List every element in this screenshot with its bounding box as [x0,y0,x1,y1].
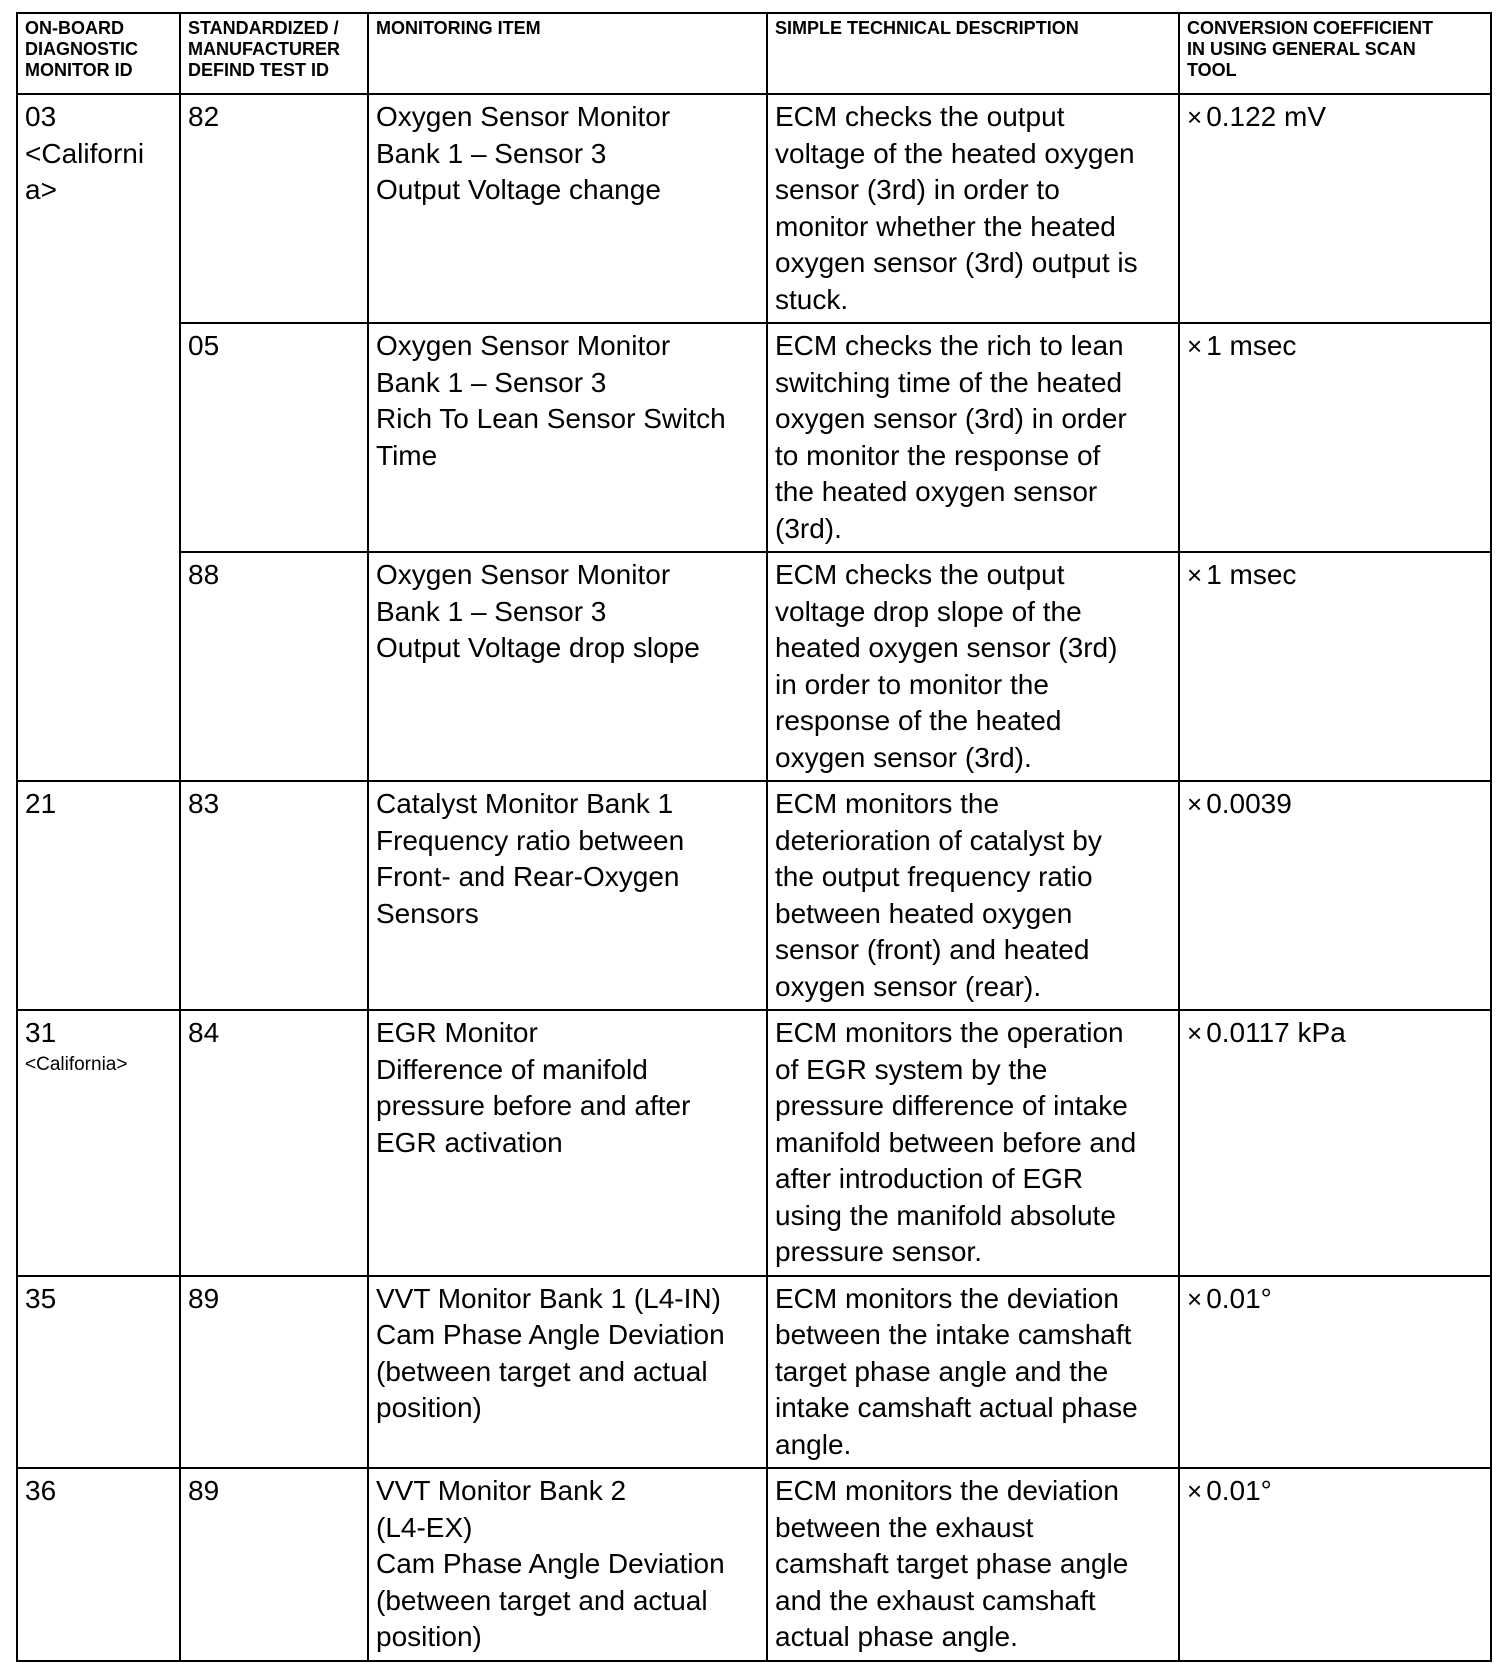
coefficient-cell: × 0.01° [1179,1468,1491,1661]
header-monitor-id: ON-BOARD DIAGNOSTIC MONITOR ID [17,13,180,94]
description-cell: ECM monitors the deviation between the exhaust camshaft target phase angle and the exhaust camshaft actual phase angle. [767,1468,1179,1661]
coefficient-cell: × 1 msec [1179,552,1491,781]
table-row [17,781,1491,1010]
monitor-id-cell: 35 [17,1276,180,1469]
monitoring-item-cell: Oxygen Sensor Monitor Bank 1 – Sensor 3 Output Voltage change [368,94,767,323]
monitor-id-cell: 36 [17,1468,180,1661]
header-row [17,13,1491,94]
coefficient-cell: × 0.122 mV [1179,94,1491,323]
description-cell: ECM monitors the operation of EGR system by the pressure difference of intake manifold between before and after introduction of EGR using the manifold absolute pressure sensor. [767,1010,1179,1276]
header-coefficient: CONVERSION COEFFICIENT IN USING GENERAL SCAN TOOL [1179,13,1491,94]
monitoring-item-cell: Catalyst Monitor Bank 1 Frequency ratio between Front- and Rear-Oxygen Sensors [368,781,767,1010]
test-id-cell: 83 [180,781,368,1010]
monitor-id-cell: 21 [17,781,180,1010]
test-id-cell: 84 [180,1010,368,1276]
coefficient-cell: × 0.0117 kPa [1179,1010,1491,1276]
test-id-cell: 89 [180,1468,368,1661]
coefficient-cell: × 0.0039 [1179,781,1491,1010]
table-header [17,13,1491,94]
test-id-cell: 05 [180,323,368,552]
description-cell: ECM checks the rich to lean switching time of the heated oxygen sensor (3rd) in order to monitor the response of the heated oxygen sensor (3rd). [767,323,1179,552]
monitoring-item-cell: VVT Monitor Bank 2 (L4-EX) Cam Phase Angle Deviation (between target and actual position) [368,1468,767,1661]
monitoring-item-cell: Oxygen Sensor Monitor Bank 1 – Sensor 3 Output Voltage drop slope [368,552,767,781]
table-row [17,94,1491,323]
description-cell: ECM monitors the deterioration of catalyst by the output frequency ratio between heated oxygen sensor (front) and heated oxygen sensor (rear). [767,781,1179,1010]
header-description: SIMPLE TECHNICAL DESCRIPTION [767,13,1179,94]
monitor-id-cell: 03 <Californi a> [17,94,180,781]
description-cell: ECM checks the output voltage of the heated oxygen sensor (3rd) in order to monitor whether the heated oxygen sensor (3rd) output is stuck. [767,94,1179,323]
table-row [17,552,1491,781]
test-id-cell: 89 [180,1276,368,1469]
california-note: <California> [25,1053,128,1075]
description-cell: ECM checks the output voltage drop slope of the heated oxygen sensor (3rd) in order to monitor the response of the heated oxygen sensor (3rd). [767,552,1179,781]
header-test-id: STANDARDIZED / MANUFACTURER DEFIND TEST ID [180,13,368,94]
description-cell: ECM monitors the deviation between the intake camshaft target phase angle and the intake camshaft actual phase angle. [767,1276,1179,1469]
table-row [17,1010,1491,1276]
monitoring-item-cell: Oxygen Sensor Monitor Bank 1 – Sensor 3 Rich To Lean Sensor Switch Time [368,323,767,552]
monitoring-item-cell: EGR Monitor Difference of manifold pressure before and after EGR activation [368,1010,767,1276]
monitor-table [16,12,1492,1662]
monitoring-item-cell: VVT Monitor Bank 1 (L4-IN) Cam Phase Angle Deviation (between target and actual position) [368,1276,767,1469]
table-body [17,94,1491,1661]
test-id-cell: 82 [180,94,368,323]
monitor-id-cell: 31 <California> [17,1010,180,1276]
table-row [17,323,1491,552]
test-id-cell: 88 [180,552,368,781]
coefficient-cell: × 1 msec [1179,323,1491,552]
table-row [17,1276,1491,1469]
header-monitoring-item: MONITORING ITEM [368,13,767,94]
coefficient-cell: × 0.01° [1179,1276,1491,1469]
table-row [17,1468,1491,1661]
